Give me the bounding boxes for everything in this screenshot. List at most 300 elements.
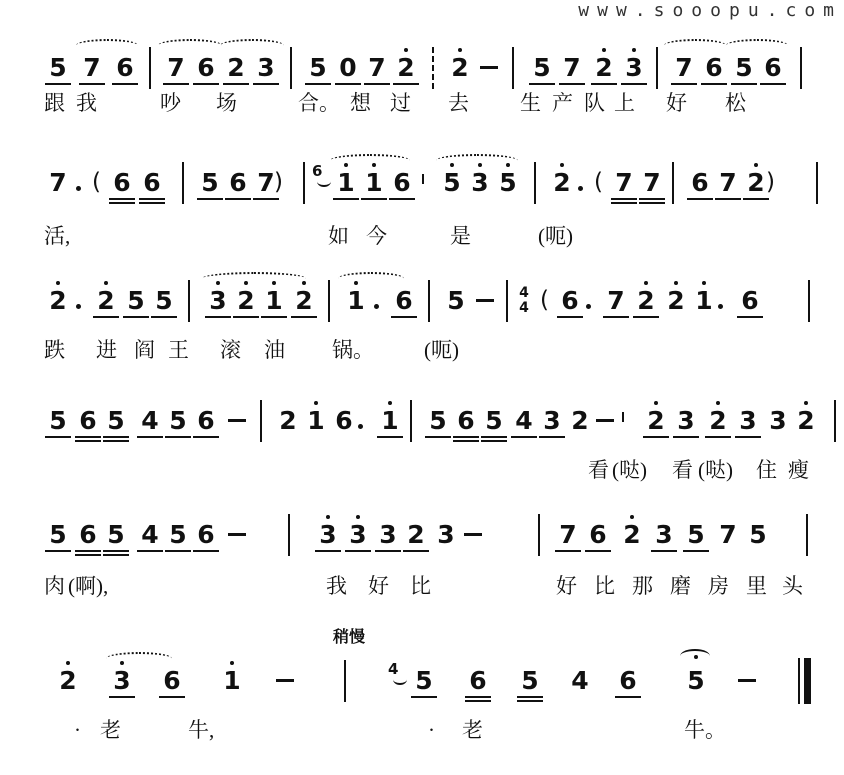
beam-underline [683, 550, 709, 552]
lyric: 松 [725, 91, 746, 115]
beam-underline [701, 83, 727, 85]
parenthesis: ( [92, 169, 101, 195]
beam-underline [225, 198, 251, 200]
beam-underline [45, 83, 71, 85]
lyric: 头 [782, 574, 803, 598]
note-digit: 6 [335, 406, 353, 435]
duration-dash [738, 679, 756, 682]
beam-underline [75, 440, 101, 442]
note-digit: 2 [550, 170, 574, 196]
note-digit: 7 [716, 170, 740, 196]
lyric: 阎 [134, 338, 155, 362]
parenthesis: ( [540, 287, 549, 313]
lyric: 产 [552, 91, 573, 115]
beam-underline [375, 550, 401, 552]
beam-underline [253, 198, 279, 200]
note-digit: 5 [152, 288, 176, 314]
slur-arc [436, 154, 518, 167]
octave-dot [716, 401, 720, 405]
octave-dot [104, 281, 108, 285]
lyric: 跌 [44, 338, 65, 362]
augmentation-dot [586, 304, 591, 309]
beam-underline [651, 550, 677, 552]
note-digit: 5 [440, 170, 464, 196]
note-digit: 5 [412, 668, 436, 694]
lyric: 吵 [160, 91, 181, 115]
parenthesis: ) [274, 169, 283, 195]
beam-underline [731, 83, 757, 85]
lyric: · [428, 718, 435, 742]
beam-underline [193, 83, 219, 85]
lyric: 里 [746, 574, 767, 598]
octave-dot [674, 281, 678, 285]
note-digit: 6 [586, 522, 610, 548]
note-digit: 2 [634, 288, 658, 314]
beam-underline [165, 550, 191, 552]
beam-underline [315, 550, 341, 552]
note-digit: 3 [652, 522, 676, 548]
barline [182, 162, 184, 204]
note-digit: 3 [110, 668, 134, 694]
note-digit: 6 [454, 408, 478, 434]
note-digit: 5 [124, 288, 148, 314]
lyric: 好 [368, 574, 389, 598]
barline [303, 162, 305, 204]
note-digit: 6 [113, 55, 137, 81]
octave-dot [602, 48, 606, 52]
lyric: 磨 [670, 574, 691, 598]
note-digit: 6 [140, 170, 164, 196]
note-digit: 6 [226, 170, 250, 196]
beam-underline [671, 83, 697, 85]
octave-dot [804, 401, 808, 405]
beam-underline [511, 436, 537, 438]
augmentation-dot [374, 304, 379, 309]
beam-underline [103, 436, 129, 438]
beam-underline [163, 83, 189, 85]
barline [672, 162, 674, 204]
lyric: 牛。 [684, 718, 726, 742]
note-digit: 4 [138, 522, 162, 548]
slur-arc [158, 39, 222, 52]
beam-underline [165, 436, 191, 438]
beam-underline [517, 696, 543, 698]
octave-dot [458, 48, 462, 52]
note-digit: 5 [166, 408, 190, 434]
note-digit: 5 [732, 55, 756, 81]
lyric: 我 [326, 574, 347, 598]
lyric: 比 [410, 574, 431, 598]
beam-underline [737, 316, 763, 318]
note-digit: 5 [482, 408, 506, 434]
beam-underline [253, 83, 279, 85]
beam-underline [557, 316, 583, 318]
note-digit: 7 [164, 55, 188, 81]
lyric: 牛, [188, 718, 215, 742]
grace-note: 6 [312, 164, 322, 179]
note-digit: 6 [76, 522, 100, 548]
augmentation-dot [718, 304, 723, 309]
note-digit: 7 [254, 170, 278, 196]
note-digit: 6 [390, 170, 414, 196]
beam-underline [361, 198, 387, 200]
beam-underline [743, 198, 769, 200]
beam-underline [621, 83, 647, 85]
octave-dot [630, 515, 634, 519]
note-digit: 4 [571, 666, 589, 695]
beam-underline [735, 436, 761, 438]
note-digit: 7 [80, 55, 104, 81]
lyric: · [74, 718, 81, 742]
octave-dot [326, 515, 330, 519]
octave-dot [654, 401, 658, 405]
octave-dot [754, 163, 758, 167]
beam-underline [453, 436, 479, 438]
octave-dot [404, 48, 408, 52]
barline [290, 47, 292, 89]
beam-underline [103, 550, 129, 552]
note-digit: 3 [468, 170, 492, 196]
lyric: 老 [462, 718, 483, 742]
lyric: 那 [632, 574, 653, 598]
grace-note: 4 [388, 662, 398, 677]
beam-underline [611, 202, 637, 204]
note-digit: 7 [365, 55, 389, 81]
beam-underline [103, 440, 129, 442]
octave-dot [632, 48, 636, 52]
note-digit: 5 [306, 55, 330, 81]
lyric: 油 [264, 338, 285, 362]
note-digit: 2 [664, 288, 688, 314]
note-digit: 7 [556, 522, 580, 548]
note-digit: 2 [394, 55, 418, 81]
barline [428, 280, 430, 322]
beam-underline [591, 83, 617, 85]
note-digit: 3 [674, 408, 698, 434]
lyric: (哒) [612, 458, 647, 482]
barline [149, 47, 151, 89]
time-signature [516, 286, 532, 315]
beam-underline [673, 436, 699, 438]
grace-tie-icon [317, 176, 331, 187]
barline [344, 660, 346, 702]
beam-underline [639, 202, 665, 204]
lyric: 去 [448, 91, 469, 115]
lyric: 进 [96, 338, 117, 362]
note-digit: 2 [46, 288, 70, 314]
note-digit: 6 [392, 288, 416, 314]
lyric: 跟 [44, 91, 65, 115]
lyric: 如 [328, 224, 349, 248]
lyric: 房 [708, 574, 729, 598]
beam-underline [109, 198, 135, 200]
note-digit: 3 [346, 522, 370, 548]
slur-arc [202, 272, 306, 285]
note-digit: 6 [194, 408, 218, 434]
barline [534, 162, 536, 204]
beam-underline [615, 696, 641, 698]
lyric: 滚 [220, 338, 241, 362]
note-digit: 7 [719, 520, 737, 549]
note-digit: 5 [104, 408, 128, 434]
slur-arc [726, 39, 788, 52]
note-digit: 6 [558, 288, 582, 314]
note-digit: 6 [160, 668, 184, 694]
beam-underline [159, 696, 185, 698]
slur-arc [76, 39, 138, 52]
note-digit: 2 [620, 522, 644, 548]
duration-dash [228, 419, 246, 422]
note-digit: 1 [378, 408, 402, 434]
beam-underline [151, 316, 177, 318]
note-digit: 2 [448, 55, 472, 81]
note-digit: 7 [640, 170, 664, 196]
barline [260, 400, 262, 442]
beam-underline [453, 440, 479, 442]
note-digit: 3 [736, 408, 760, 434]
note-digit: 4 [512, 408, 536, 434]
barline [288, 514, 290, 556]
note-digit: 3 [437, 520, 455, 549]
note-digit: 6 [761, 55, 785, 81]
barline [806, 514, 808, 556]
note-digit: 2 [644, 408, 668, 434]
duration-dash [480, 66, 498, 69]
time-signature-digit: 4 [519, 299, 529, 316]
breath-tick [622, 412, 624, 422]
beam-underline [411, 696, 437, 698]
barline [188, 280, 190, 322]
barline [800, 47, 802, 89]
beam-underline [75, 550, 101, 552]
lyric: 今 [366, 224, 387, 248]
fermata-dot [694, 655, 698, 659]
beam-underline [481, 436, 507, 438]
beam-underline [391, 316, 417, 318]
note-digit: 1 [344, 288, 368, 314]
beam-underline [364, 83, 390, 85]
note-digit: 1 [304, 408, 328, 434]
note-digit: 7 [672, 55, 696, 81]
note-digit: 2 [404, 522, 428, 548]
augmentation-dot [578, 186, 583, 191]
beam-underline [45, 550, 71, 552]
note-digit: 1 [262, 288, 286, 314]
lyric: 老 [100, 718, 121, 742]
beam-underline [75, 554, 101, 556]
note-digit: 5 [166, 522, 190, 548]
beam-underline [139, 202, 165, 204]
beam-underline [633, 316, 659, 318]
slur-arc [106, 652, 172, 665]
octave-dot [66, 661, 70, 665]
octave-dot [388, 401, 392, 405]
note-digit: 2 [744, 170, 768, 196]
note-digit: 6 [194, 522, 218, 548]
barline [538, 514, 540, 556]
barline [816, 162, 818, 204]
duration-dash [276, 679, 294, 682]
beam-underline [465, 700, 491, 702]
lyric: 合。 [298, 91, 340, 115]
beam-underline [517, 700, 543, 702]
slur-arc [330, 154, 410, 167]
lyric: 王 [168, 338, 189, 362]
dashed-barline [432, 47, 434, 89]
slur-arc [220, 39, 284, 52]
note-digit: 2 [224, 55, 248, 81]
lyric: 看 [672, 458, 693, 482]
beam-underline [109, 202, 135, 204]
note-digit: 3 [540, 408, 564, 434]
beam-underline [377, 436, 403, 438]
beam-underline [529, 83, 555, 85]
octave-dot [702, 281, 706, 285]
lyric: 好 [666, 91, 687, 115]
note-digit: 1 [220, 668, 244, 694]
note-digit: 6 [688, 170, 712, 196]
note-digit: 5 [684, 668, 708, 694]
barline [506, 280, 508, 322]
lyric: (呃) [424, 338, 459, 362]
octave-dot [560, 163, 564, 167]
beam-underline [603, 316, 629, 318]
lyric: 队 [584, 91, 605, 115]
augmentation-dot [76, 186, 81, 191]
note-digit: 3 [622, 55, 646, 81]
beam-underline [705, 436, 731, 438]
beam-underline [137, 550, 163, 552]
beam-underline [687, 198, 713, 200]
beam-underline [109, 696, 135, 698]
time-signature-digit: 4 [519, 285, 529, 301]
beam-underline [223, 83, 249, 85]
lyric: 是 [450, 224, 471, 248]
barline [834, 400, 836, 442]
note-digit: 2 [592, 55, 616, 81]
octave-dot [314, 401, 318, 405]
beam-underline [335, 83, 361, 85]
beam-underline [403, 550, 429, 552]
note-digit: 5 [749, 520, 767, 549]
lyric: 过 [390, 91, 411, 115]
note-digit: 2 [279, 406, 297, 435]
note-digit: 5 [46, 55, 70, 81]
barline [656, 47, 658, 89]
lyric: 看 [588, 458, 609, 482]
note-digit: 7 [612, 170, 636, 196]
barline [512, 47, 514, 89]
lyric: 想 [350, 91, 371, 115]
barline [808, 280, 810, 322]
note-digit: 0 [336, 55, 360, 81]
beam-underline [760, 83, 786, 85]
note-digit: 7 [49, 168, 67, 197]
lyric: 肉 [44, 574, 65, 598]
note-digit: 1 [692, 288, 716, 314]
beam-underline [45, 436, 71, 438]
beam-underline [539, 436, 565, 438]
watermark: www.sooopu.com [578, 0, 842, 21]
beam-underline [139, 198, 165, 200]
note-digit: 6 [194, 55, 218, 81]
octave-dot [56, 281, 60, 285]
lyric: (啊), [68, 574, 109, 598]
beam-underline [639, 198, 665, 200]
final-barline-thick [804, 658, 811, 704]
note-digit: 6 [738, 288, 762, 314]
octave-dot [644, 281, 648, 285]
duration-dash [596, 419, 614, 422]
note-digit: 6 [466, 668, 490, 694]
beam-underline [193, 436, 219, 438]
breath-tick [422, 174, 424, 184]
note-digit: 3 [769, 406, 787, 435]
beam-underline [555, 550, 581, 552]
note-digit: 7 [604, 288, 628, 314]
lyric: (哒) [698, 458, 733, 482]
lyric: 锅。 [332, 338, 374, 362]
beam-underline [611, 198, 637, 200]
beam-underline [465, 696, 491, 698]
beam-underline [425, 436, 451, 438]
note-digit: 5 [447, 286, 465, 315]
beam-underline [93, 316, 119, 318]
note-digit: 1 [362, 170, 386, 196]
note-digit: 5 [684, 522, 708, 548]
beam-underline [291, 316, 317, 318]
lyric: 比 [594, 574, 615, 598]
note-digit: 2 [234, 288, 258, 314]
lyric: 活, [44, 224, 71, 248]
note-digit: 4 [138, 408, 162, 434]
augmentation-dot [76, 304, 81, 309]
beam-underline [123, 316, 149, 318]
note-digit: 2 [292, 288, 316, 314]
note-digit: 5 [518, 668, 542, 694]
note-digit: 5 [496, 170, 520, 196]
grace-tie-icon [393, 674, 407, 685]
beam-underline [261, 316, 287, 318]
octave-dot [230, 661, 234, 665]
beam-underline [193, 550, 219, 552]
beam-underline [233, 316, 259, 318]
lyric: 住 [756, 458, 777, 482]
beam-underline [103, 554, 129, 556]
beam-underline [305, 83, 331, 85]
note-digit: 3 [316, 522, 340, 548]
note-digit: 5 [426, 408, 450, 434]
duration-dash [228, 533, 246, 536]
note-digit: 3 [376, 522, 400, 548]
tempo-marking: 稍慢 [333, 629, 366, 646]
slur-arc [338, 272, 404, 285]
beam-underline [643, 436, 669, 438]
parenthesis: ) [766, 169, 775, 195]
note-digit: 2 [794, 408, 818, 434]
lyric: (呃) [538, 224, 573, 248]
note-digit: 3 [254, 55, 278, 81]
final-barline-thin [798, 658, 800, 704]
note-digit: 7 [560, 55, 584, 81]
octave-dot [356, 515, 360, 519]
beam-underline [333, 198, 359, 200]
note-digit: 5 [104, 522, 128, 548]
beam-underline [585, 550, 611, 552]
note-digit: 3 [206, 288, 230, 314]
lyric: 上 [614, 91, 635, 115]
lyric: 我 [76, 91, 97, 115]
